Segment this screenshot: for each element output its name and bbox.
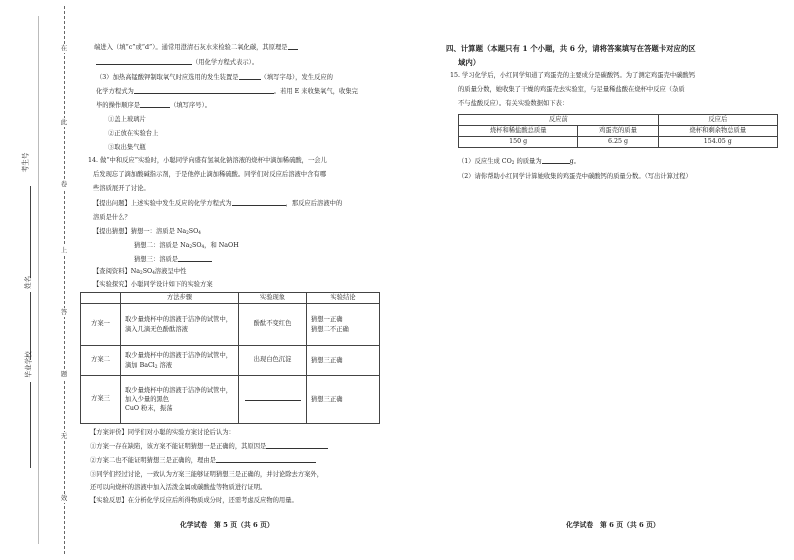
experiment-table [80,292,380,424]
table-row: 方案二 取少量烧杯中的溶液于洁净的试管中，滴加 BaCl$_2$ 溶液 出现白色沉淀 猜想三正确 [81,346,380,376]
answer-blank[interactable] [232,205,286,206]
header-before: 反应前 [459,115,659,126]
page-footer-right: 化学试卷 第 6 页（共 6 页） [566,521,660,529]
question-15-text: 不与盐酸反应）。有关实验数据如下表： [458,100,569,107]
text-line: 化学方程式为 。若用 E 来收集氧气，收集完 [96,88,358,95]
answer-blank[interactable] [245,400,301,401]
evaluation-line: 还可以向烧杯的溶液中加入活泼金属或碳酸盐等物质进行证明。 [90,484,267,491]
binding-dashed-line [64,6,65,554]
question-14-text: 后发现忘了滴加酸碱指示剂，于是他停止滴加稀硫酸。同学们对反应后溶液中含有哪 [93,171,326,178]
evaluation-heading: 【方案评价】同学们对小聪的实验方案讨论后认为： [90,429,235,436]
option-1: ①盖上玻璃片 [108,116,146,123]
col-header-conclusion: 实验结论 [307,293,380,304]
text-line: （3）加热高锰酸钾制取氧气时应选用的发生装置是 （填写字母），发生反应的 [96,74,333,81]
reflection-line: 【实验反思】在分析化学反应后所得物质成分时，还需考虑反应物的用量。 [90,497,298,504]
explore-heading: 【实验探究】小聪同学设计如下的实验方案 [93,281,213,288]
exam-id-fill-line [30,186,31,278]
binding-char: 上 [56,246,72,255]
table-row [459,137,778,148]
question-15-text: 的质量分数，她收集了干燥的鸡蛋壳去实验室，与足量稀盐酸在烧杯中反应（杂质 [458,86,685,93]
col-header: 鸡蛋壳的质量 [578,126,658,137]
exam-id-label: 考生号 [21,152,30,173]
text-line: （用化学方程式表示）。 [96,59,258,68]
section-title: 四、计算题（本题只有 1 个小题，共 6 分，请将答案填写在答题卡对应的区 [446,44,696,53]
answer-blank[interactable] [542,163,570,164]
binding-char: 在 [56,44,72,53]
text-line: 【提出问题】上述实验中发生反应的化学方程式为 ，那反应后溶液中的 [93,200,343,207]
col-header-phenomenon: 实验现象 [239,293,307,304]
binding-char: 卷 [56,180,72,189]
cell-value: 154.05 g [658,137,777,148]
table-row: 方案三 取少量烧杯中的溶液于洁净的试管中，加入少量的黑色 CuO 粉末，振荡 猜想三正确 [81,376,380,424]
answer-blank[interactable] [96,64,192,65]
guess-1: 【提出猜想】猜想一：溶质是 $Na_2SO_4$ [93,228,201,235]
reference-info: 【查阅资料】$Na_2SO_4$溶液呈中性 [93,268,187,275]
cell-value: 6.25 g [578,137,658,148]
evaluation-line: ③同学们经过讨论，一致认为方案三能够证明猜想三是正确的，并讨论除去方案外， [90,471,323,478]
col-header-steps: 方法步骤 [121,293,239,304]
text-line: 毕的操作顺序是 （填写序号）。 [96,102,212,109]
answer-blank[interactable] [178,261,212,262]
school-fill-line [30,382,31,468]
binding-char: 效 [56,494,72,503]
guess-2: 猜想二：溶质是 $Na_2SO_4$，和 NaOH [134,242,239,249]
school-label: 毕业学校 [24,351,33,378]
data-table [458,114,778,148]
page-footer-left: 化学试卷 第 5 页（共 6 页） [180,521,274,529]
binding-guide-line [38,16,39,544]
answer-blank[interactable] [216,462,316,463]
answer-blank[interactable] [134,93,274,94]
table-row: 方案一 取少量烧杯中的溶液于洁净的试管中，滴入几滴无色酚酞溶液 酚酞不变红色 猜想一正确 猜想二不正确 [81,304,380,346]
header-after: 反应后 [658,115,777,126]
binding-char: 无 [56,432,72,441]
text-line: 端进入（填“c”或“d”）。通常用澄清石灰水来检验二氧化碳，其原理是 [94,44,298,53]
evaluation-line: ①方案一存在缺陷，该方案不能证明猜想一是正确的，其原因是 [90,443,328,452]
question-15-text: 15. 学习化学后，小红同学知道了鸡蛋壳的主要成分是碳酸钙。为了测定鸡蛋壳中碳酸钙 [450,72,696,79]
binding-char: 此 [56,118,72,127]
answer-blank[interactable] [239,79,261,80]
guess-3: 猜想三：溶质是 [134,256,212,265]
col-header: 烧杯和稀盐酸总质量 [459,126,578,137]
col-header: 烧杯和剩余物总质量 [658,126,777,137]
cell-value: 150 g [459,137,578,148]
option-2: ②正放在实验台上 [108,130,159,137]
text-line: 溶质是什么？ [93,214,131,221]
answer-blank[interactable] [266,448,328,449]
binding-char: 答 [56,308,72,317]
answer-blank[interactable] [140,107,170,108]
sub-question-2: （2）请你帮助小红同学计算她收集的鸡蛋壳中碳酸钙的质量分数。（写出计算过程） [458,173,692,180]
question-14-text: 些溶质展开了讨论。 [93,185,150,192]
name-label: 姓名 [24,275,33,290]
name-fill-line [30,292,31,360]
sub-question-1: （1）反应生成 $CO_2$ 的质量为 g。 [458,158,580,165]
binding-char: 题 [56,370,72,379]
section-title-cont: 域内） [458,58,481,67]
question-14-text: 14. 做“中和反应”实验时，小聪同学向盛有氢氧化钠溶液的烧杯中滴加稀硫酸，一会儿 [88,157,327,164]
option-3: ③取出集气瓶 [108,144,146,151]
evaluation-line: ②方案二也不能证明猜想三是正确的，理由是 [90,457,316,466]
